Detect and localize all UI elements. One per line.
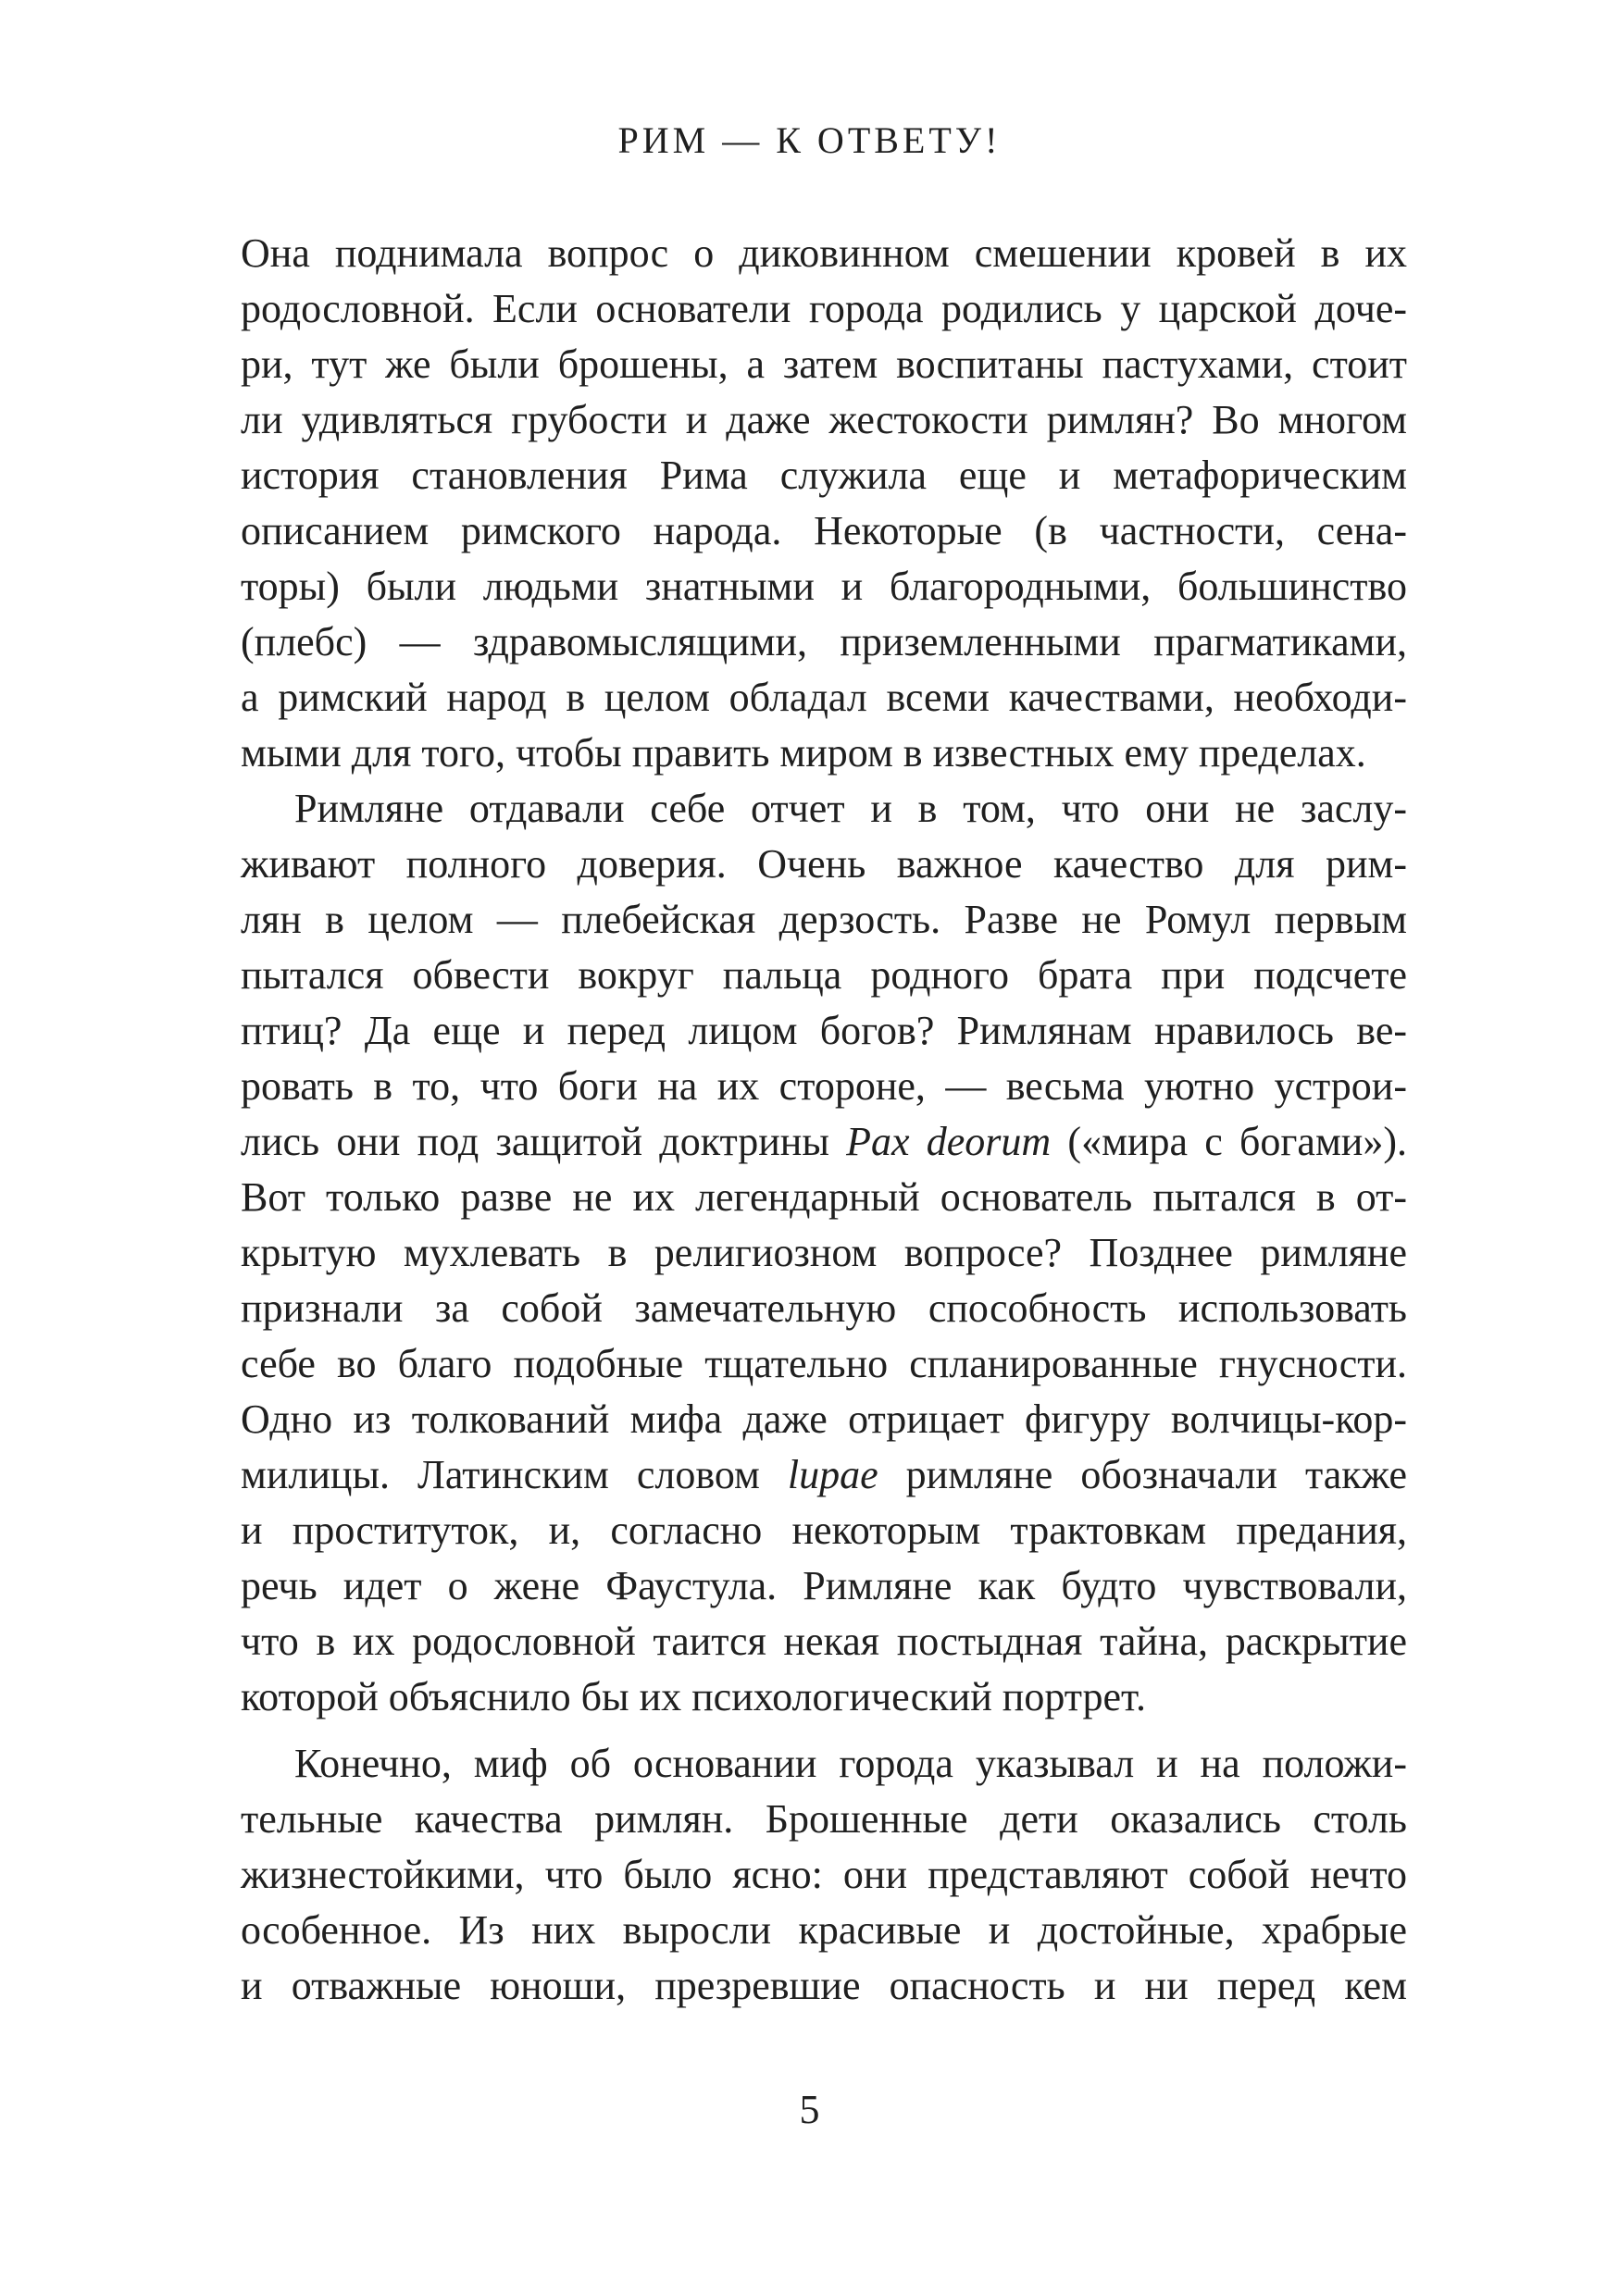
paragraph <box>241 226 1407 781</box>
text-line: живают полного доверия. Очень важное качество для рим- <box>241 841 1407 887</box>
text-line: история становления Рима служила еще и метафорическим <box>241 453 1407 498</box>
text-line: пытался обвести вокруг пальца родного брата при подсчете <box>241 952 1407 998</box>
text-line: тельные качества римлян. Брошенные дети оказались столь <box>241 1796 1407 1842</box>
page-number: 5 <box>799 2087 820 2132</box>
latin-term: lupae <box>787 1452 878 1497</box>
text-line: Конечно, миф об основании города указывал и на положи- <box>294 1741 1407 1786</box>
text-line: (плебс) — здравомыслящими, приземленными прагматиками, <box>241 619 1407 664</box>
text-line: лись они под защитой доктрины Pax deorum («мира с богами»). <box>241 1119 1407 1164</box>
text-line: речь идет о жене Фаустула. Римляне как будто чувствовали, <box>241 1563 1407 1608</box>
text-line: Одно из толкований мифа даже отрицает фигуру волчицы-кор- <box>241 1396 1407 1442</box>
text-line: жизнестойкими, что было ясно: они представляют собой нечто <box>241 1852 1407 1897</box>
text-line: что в их родословной таится некая постыдная тайна, раскрытие <box>241 1619 1407 1664</box>
text-line: и отважные юноши, презревшие опасность и ни перед кем <box>241 1963 1407 2008</box>
text-line: ри, тут же были брошены, а затем воспитаны пастухами, стоит <box>241 341 1407 387</box>
text-line: птиц? Да еще и перед лицом богов? Римлянам нравилось ве- <box>241 1008 1407 1053</box>
text-line: которой объяснило бы их психологический портрет. <box>241 1674 1146 1719</box>
text-line: торы) были людьми знатными и благородными, большинство <box>241 564 1407 609</box>
text-line: милицы. Латинским словом lupae римляне обозначали также <box>241 1452 1407 1497</box>
text-line: ли удивляться грубости и даже жестокости римлян? Во многом <box>241 397 1407 442</box>
text-line: и проституток, и, согласно некоторым трактовкам предания, <box>241 1508 1407 1553</box>
paragraph <box>241 1736 1407 2014</box>
text-line: а римский народ в целом обладал всеми качествами, необходи- <box>241 675 1407 720</box>
text-line: признали за собой замечательную способность использовать <box>241 1285 1407 1331</box>
paragraph <box>241 781 1407 1725</box>
text-line: описанием римского народа. Некоторые (в частности, сена- <box>241 508 1407 553</box>
body-text <box>241 226 1407 2014</box>
text-line: мыми для того, чтобы править миром в известных ему пределах. <box>241 730 1366 776</box>
text-line: себе во благо подобные тщательно спланированные гнусности. <box>241 1341 1407 1386</box>
text-line: Римляне отдавали себе отчет и в том, что они не заслу- <box>294 786 1407 831</box>
latin-term: Pax deorum <box>846 1119 1052 1164</box>
text-line: лян в целом — плебейская дерзость. Разве не Ромул первым <box>241 897 1407 942</box>
text-line: ровать в то, что боги на их стороне, — весьма уютно устрои- <box>241 1063 1407 1109</box>
text-line: Она поднимала вопрос о диковинном смешении кровей в их <box>241 230 1407 276</box>
text-line: крытую мухлевать в религиозном вопросе? Позднее римляне <box>241 1230 1407 1275</box>
paragraph-gap <box>241 1725 1407 1736</box>
running-head: РИМ — К ОТВЕТУ! <box>617 119 1002 161</box>
text-line: особенное. Из них выросли красивые и достойные, храбрые <box>241 1907 1407 1953</box>
text-line: Вот только разве не их легендарный основатель пытался в от- <box>241 1174 1407 1220</box>
text-line: родословной. Если основатели города родились у царской доче- <box>241 286 1407 331</box>
